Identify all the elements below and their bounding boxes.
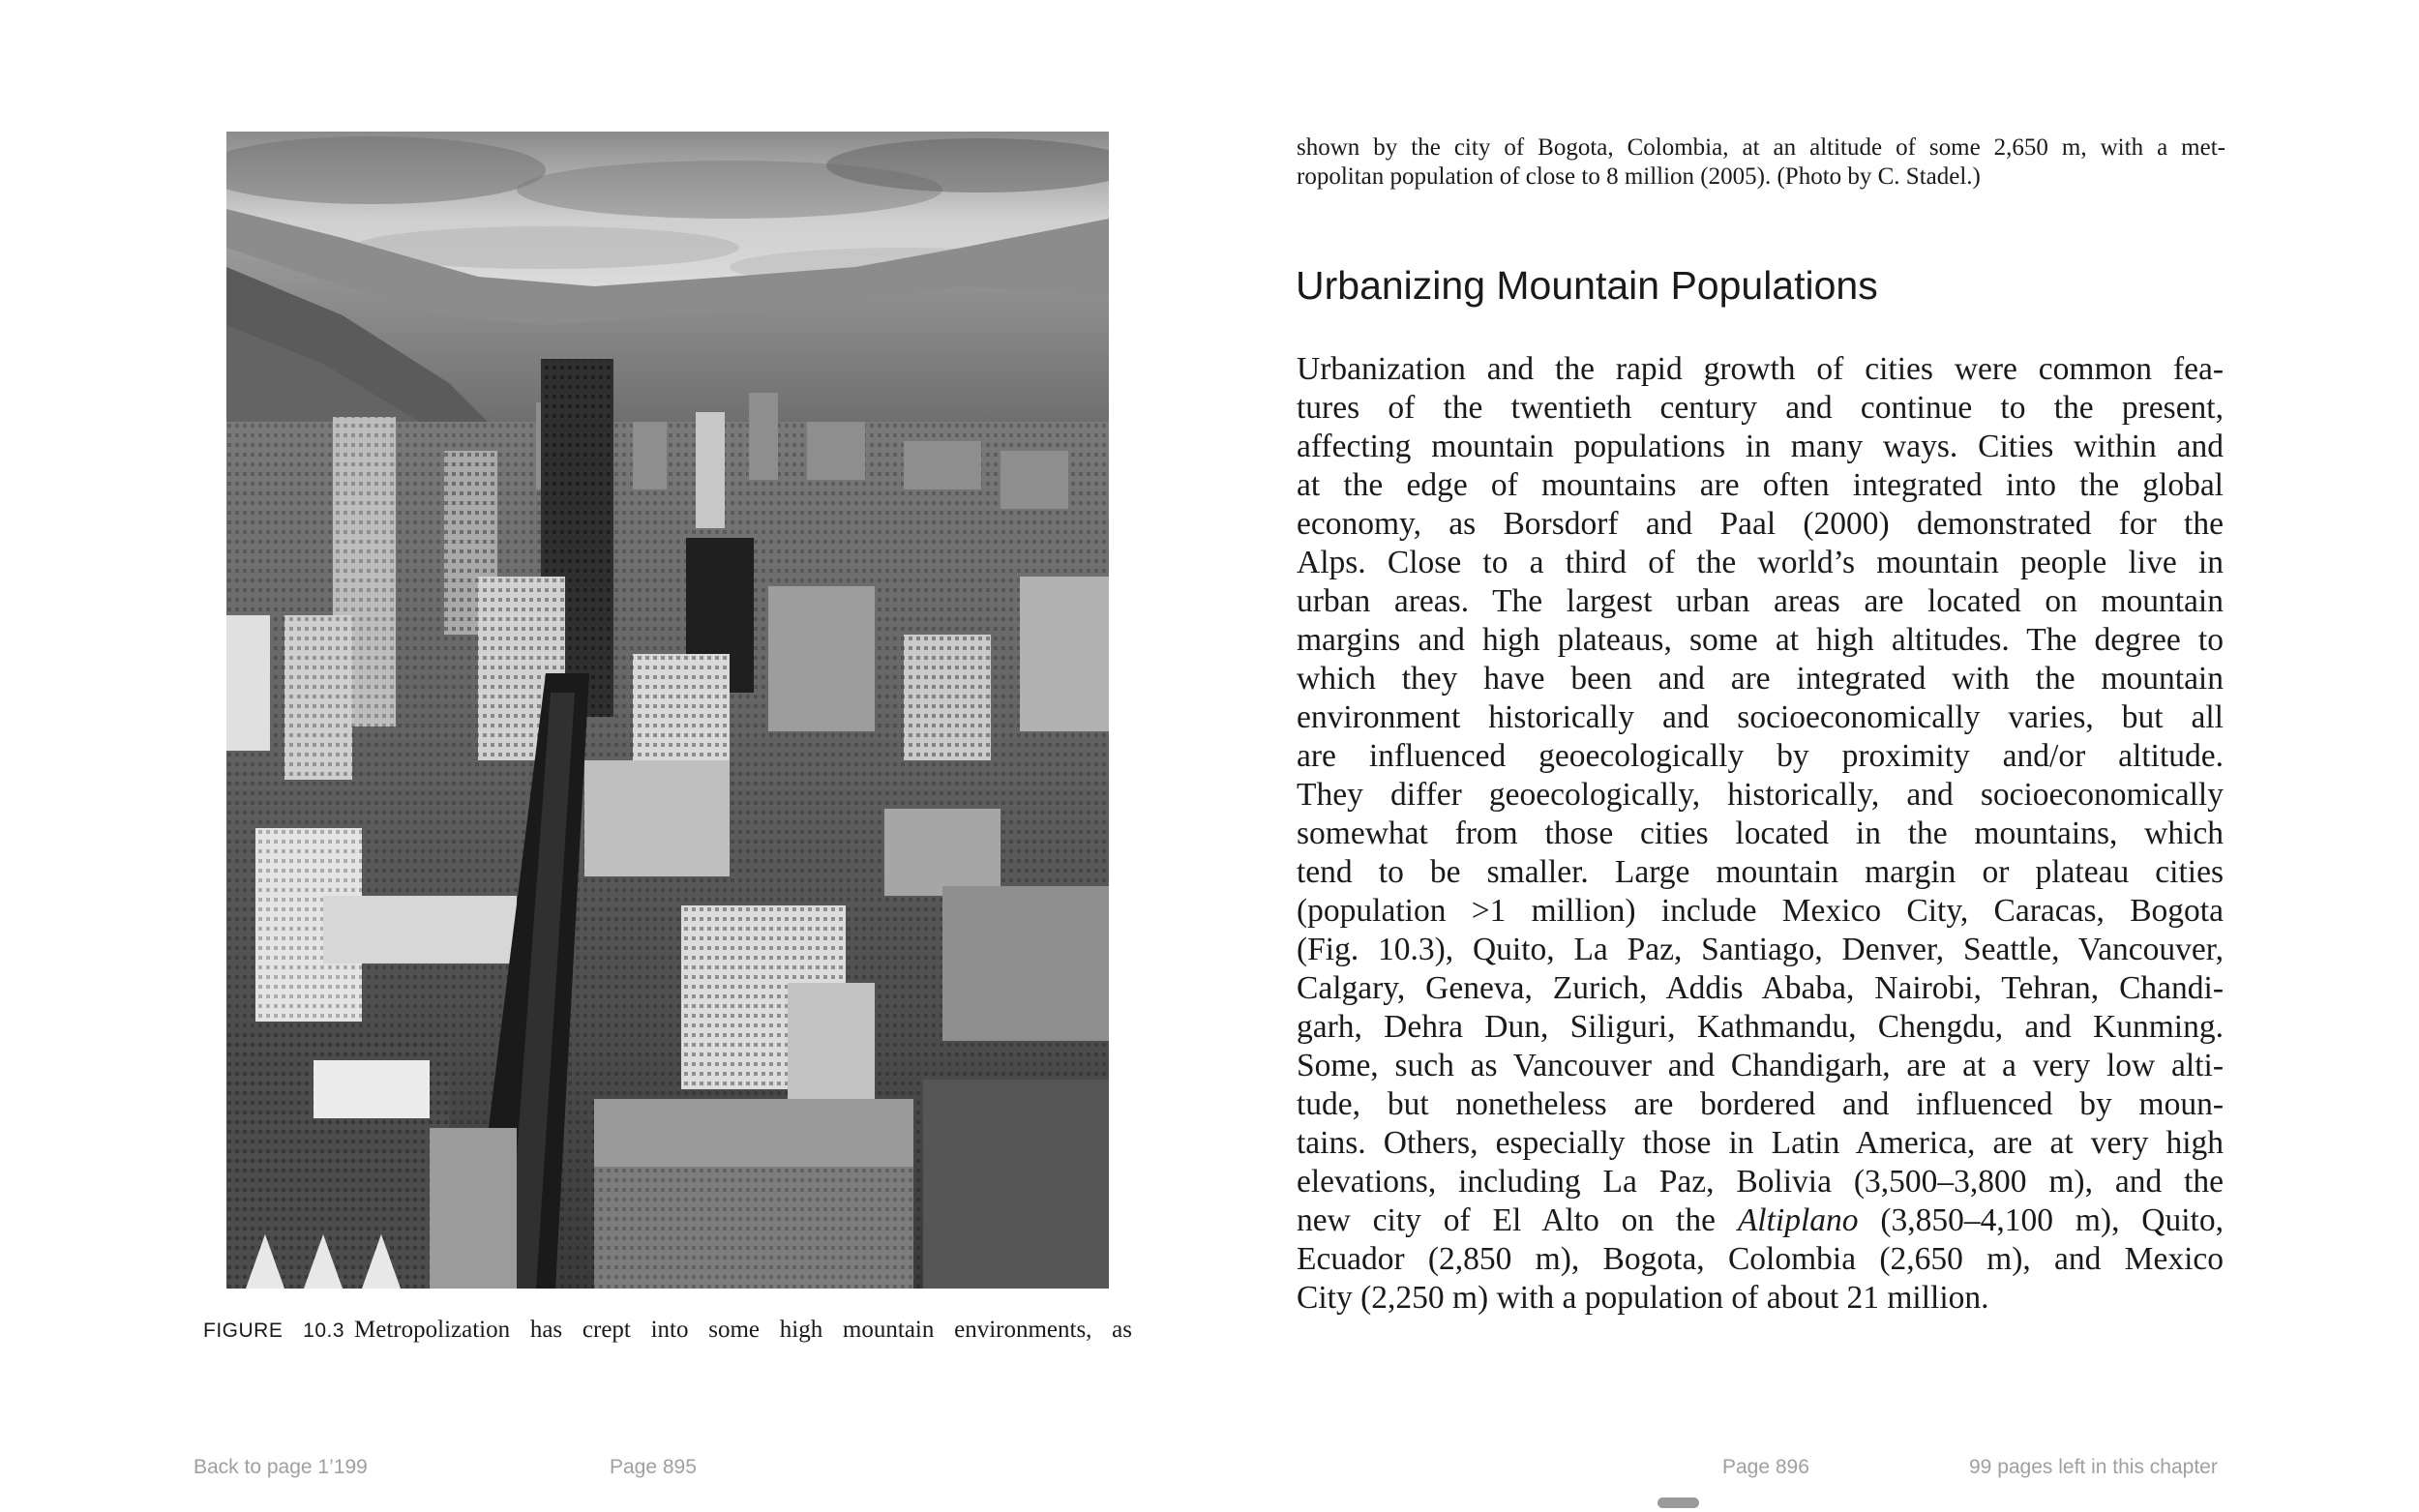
- body-line: tude, but nonetheless are bordered and influenced by moun-: [1297, 1086, 2224, 1122]
- body-text-segment: (3,850–4,100 m), Quito,: [1858, 1202, 2224, 1238]
- figure-caption-continuation: [1297, 133, 2225, 192]
- body-line: are influenced geoecologically by proximity and/or altitude.: [1297, 738, 2224, 774]
- body-line: Alps. Close to a third of the world’s mountain people live in: [1297, 545, 2224, 580]
- body-line: Urbanization and the rapid growth of cities were common fea-: [1297, 351, 2224, 387]
- body-line: (Fig. 10.3), Quito, La Paz, Santiago, Denver, Seattle, Vancouver,: [1297, 932, 2224, 967]
- body-line: (population >1 million) include Mexico City, Caracas, Bogota: [1297, 893, 2224, 929]
- body-line: affecting mountain populations in many ways. Cities within and: [1297, 429, 2224, 464]
- body-line: economy, as Borsdorf and Paal (2000) demonstrated for the: [1297, 506, 2224, 542]
- body-paragraph: [1297, 350, 2224, 1318]
- back-to-page-link[interactable]: Back to page 1’199: [194, 1456, 368, 1478]
- body-line: Some, such as Vancouver and Chandigarh, are at a very low alti-: [1297, 1048, 2224, 1083]
- figure-photo-bogota-cityscape: [226, 132, 1109, 1289]
- right-page: [1210, 0, 2419, 1512]
- figure-label: FIGURE 10.3: [203, 1319, 345, 1342]
- body-line: which they have been and are integrated with the mountain: [1297, 661, 2224, 697]
- body-line: They differ geoecologically, historically, and socioeconomically: [1297, 777, 2224, 813]
- section-title: Urbanizing Mountain Populations: [1296, 263, 1878, 308]
- body-line: urban areas. The largest urban areas are located on mountain: [1297, 583, 2224, 619]
- body-line: tains. Others, especially those in Latin America, are at very high: [1297, 1125, 2224, 1161]
- body-line: garh, Dehra Dun, Siliguri, Kathmandu, Chengdu, and Kunming.: [1297, 1009, 2224, 1045]
- body-line: elevations, including La Paz, Bolivia (3,500–3,800 m), and the: [1297, 1164, 2224, 1200]
- body-line: Calgary, Geneva, Zurich, Addis Ababa, Nairobi, Tehran, Chandi-: [1297, 970, 2224, 1006]
- body-line: at the edge of mountains are often integrated into the global: [1297, 467, 2224, 503]
- figure-caption-text: Metropolization has crept into some high mountain environments, as: [354, 1317, 1132, 1343]
- body-line: Ecuador (2,850 m), Bogota, Colombia (2,650 m), and Mexico: [1297, 1241, 2224, 1277]
- caption-line: ropolitan population of close to 8 million (2005). (Photo by C. Stadel.): [1297, 163, 1981, 190]
- page-number-right: Page 896: [1722, 1456, 1809, 1478]
- body-text-segment: new city of El Alto on the: [1297, 1202, 1738, 1238]
- body-line: environment historically and socioeconomically varies, but all: [1297, 699, 2224, 735]
- page-number-left: Page 895: [610, 1456, 697, 1478]
- body-line: somewhat from those cities located in the mountains, which: [1297, 815, 2224, 851]
- body-line: margins and high plateaus, some at high altitudes. The degree to: [1297, 622, 2224, 658]
- caption-line: shown by the city of Bogota, Colombia, at an altitude of some 2,650 m, with a met-: [1297, 134, 2225, 161]
- page-scrubber-handle[interactable]: [1657, 1497, 1699, 1508]
- pages-left-in-chapter: 99 pages left in this chapter: [1969, 1456, 2218, 1478]
- figure-caption: [203, 1316, 1132, 1346]
- body-line: tures of the twentieth century and continue to the present,: [1297, 390, 2224, 426]
- italic-term-altiplano: Altiplano: [1737, 1202, 1859, 1238]
- body-line: City (2,250 m) with a population of about 21 million.: [1297, 1280, 1989, 1316]
- body-line: tend to be smaller. Large mountain margin or plateau cities: [1297, 854, 2224, 890]
- body-line-italic: [1297, 1201, 2224, 1240]
